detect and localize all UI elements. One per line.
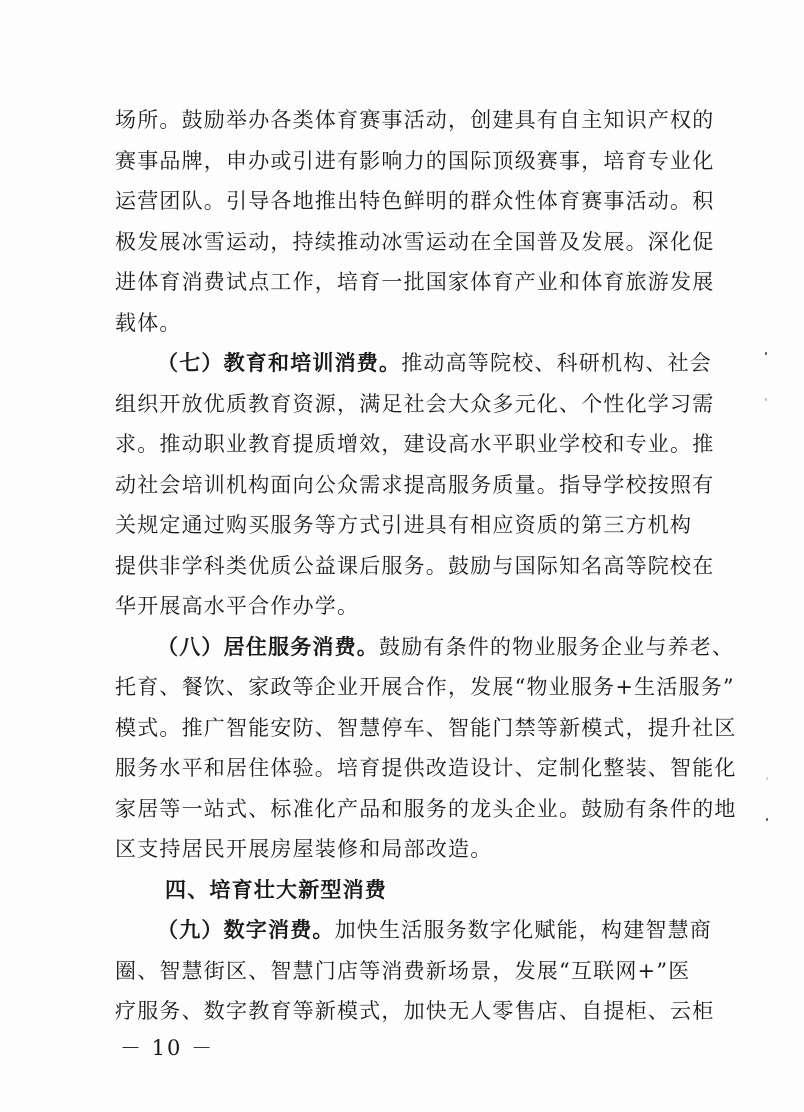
text-line: 极发展冰雪运动，持续推动冰雪运动在全国普及发展。深化促: [115, 229, 715, 254]
section-title: 四、培育壮大新型消费: [165, 876, 387, 902]
text-line: 场所。鼓励举办各类体育赛事活动，创建具有自主知识产权的: [115, 108, 715, 132]
body-text: [115, 100, 737, 1032]
text-line: 家居等一站式、标准化产品和服务的龙头企业。鼓励有条件的地: [115, 796, 737, 821]
paragraph-heading: （八）居住服务消费。: [157, 633, 379, 659]
text-line: 模式。推广智能安防、智慧停车、智能门禁等新模式，提升社区: [115, 715, 737, 740]
paragraph-first-line: [115, 343, 713, 384]
paragraph-first-line: [115, 627, 735, 668]
paragraph-text: 推动高等院校、科研机构、社会: [401, 351, 713, 375]
scan-speck: [765, 352, 767, 355]
text-line: 托育、餐饮、家政等企业开展合作，发展“物业服务+生活服务”: [115, 675, 735, 699]
text-line: 求。推动职业教育提质增效，建设高水平职业学校和专业。推: [115, 432, 715, 456]
text-line: 疗服务、数字教育等新模式，加快无人零售店、自提柜、云柜: [115, 999, 715, 1023]
scan-speck: [766, 818, 768, 821]
text-line: 圈、智慧街区、智慧门店等消费新场景，发展“互联网+”医: [115, 958, 691, 983]
text-line: 动社会培训机构面向公众需求提高服务质量。指导学校按照有: [115, 472, 715, 497]
paragraph-first-line: [115, 910, 713, 951]
text-line: 赛事品牌，申办或引进有影响力的国际顶级赛事，培育专业化: [115, 148, 715, 173]
text-line: 运营团队。引导各地推出特色鲜明的群众性体育赛事活动。积: [115, 189, 715, 213]
paragraph-heading: （七）教育和培训消费。: [157, 350, 402, 375]
text-line: 提供非学科类优质公益课后服务。鼓励与国际知名高等院校在: [115, 553, 715, 578]
page-number: － 10 －: [120, 1036, 215, 1060]
paragraph-text: 鼓励有条件的物业服务企业与养老、: [379, 634, 735, 659]
text-line: 组织开放优质教育资源，满足社会大众多元化、个性化学习需: [115, 391, 715, 416]
text-line: 区支持居民开展房屋装修和局部改造。: [115, 837, 493, 861]
paragraph-text: 加快生活服务数字化赋能，构建智慧商: [334, 918, 713, 942]
scan-speck: [765, 398, 767, 401]
text-line: 关规定通过购买服务等方式引进具有相应资质的第三方机构: [115, 513, 693, 537]
text-line: 服务水平和居住体验。培育提供改造设计、定制化整装、智能化: [115, 756, 737, 780]
text-line: 华开展高水平合作办学。: [115, 594, 360, 618]
text-line: 载体。: [115, 310, 182, 335]
scan-speck: [766, 777, 768, 780]
text-line: 进体育消费试点工作，培育一批国家体育产业和体育旅游发展: [115, 270, 715, 294]
paragraph-heading: （九）数字消费。: [157, 917, 335, 942]
